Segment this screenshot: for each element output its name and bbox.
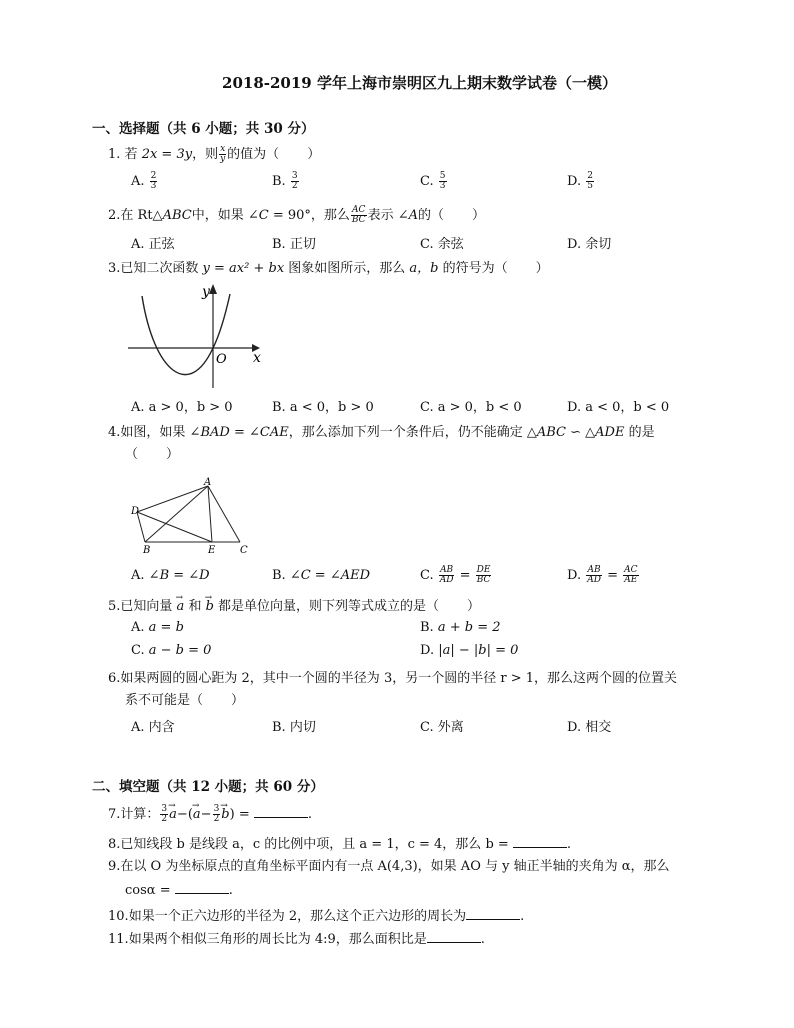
option-d[interactable]: D. $\frac{AB}{AD}$ = $\frac{AC}{AE}$ [567, 565, 638, 585]
answer-blank[interactable] [466, 906, 520, 920]
option-c[interactable]: C. $\frac{5}{3}$ [420, 171, 446, 191]
x-label: x [253, 350, 261, 366]
option-d[interactable]: D. 余切 [567, 237, 612, 252]
question-1: 1. 若 2x = 3y，则 $\frac{x}{y}$ 的值为（ ） [108, 144, 321, 164]
question-7: 7.计算： $\frac{3}{2}$ → a−(→ a− $\frac{3}{2}$ → b) = . [108, 804, 312, 825]
option-c[interactable]: C. a > 0，b < 0 [420, 400, 522, 415]
point-d-label: D [131, 506, 140, 517]
fraction: $\frac{x}{y}$ [220, 144, 226, 164]
question-2: 2.在 Rt△ABC中，如果 ∠C = 90°，那么 $\frac{AC}{BC}$ 表示 ∠A的（ ） [108, 205, 486, 225]
option-a[interactable]: A. 内含 [131, 720, 175, 735]
option-b[interactable]: B. a < 0，b > 0 [272, 400, 374, 415]
option-a[interactable]: A. a > 0，b > 0 [131, 400, 233, 415]
fraction: $\frac{3}{2}$ [213, 804, 220, 824]
option-a[interactable]: A. 正弦 [131, 237, 175, 252]
question-6-line2: 系不可能是（ ） [125, 693, 245, 708]
segment-ad [137, 486, 208, 512]
question-3: 3.已知二次函数 y = ax² + bx 图象如图所示，那么 a，b 的符号为（ ） [108, 261, 549, 276]
question-4-line2: （ ） [125, 447, 180, 462]
option-d[interactable]: D. $\frac{2}{5}$ [567, 171, 593, 191]
question-10: 10.如果一个正六边形的半径为 2，那么这个正六边形的周长为 . [108, 906, 524, 927]
option-d[interactable]: D. |a| − |b| = 0 [420, 643, 519, 658]
question-text: ，则 [192, 147, 219, 162]
parabola-graph [124, 282, 264, 392]
option-d[interactable]: D. 相交 [567, 720, 612, 735]
option-c[interactable]: C. 外离 [420, 720, 464, 735]
fraction: $\frac{AC}{BC}$ [351, 205, 366, 225]
question-text: 若 [124, 147, 142, 162]
y-axis-arrow [209, 284, 217, 294]
point-b-label: B [143, 545, 151, 556]
y-label: y [202, 284, 210, 300]
option-b[interactable]: B. a + b = 2 [420, 620, 501, 635]
point-c-label: C [240, 545, 248, 556]
segment-de [137, 512, 212, 542]
origin-label: O [216, 352, 227, 367]
option-a[interactable]: A. $\frac{2}{3}$ [131, 171, 157, 191]
answer-blank[interactable] [254, 804, 308, 818]
option-c[interactable]: C. a − b = 0 [131, 643, 212, 658]
section-heading-fill-blank: 二、填空题（共 12 小题；共 60 分） [92, 779, 324, 795]
segment-ab [145, 486, 208, 542]
question-4: 4.如图，如果 ∠BAD = ∠CAE，那么添加下列一个条件后，仍不能确定 △ABC ∽ △ADE 的是 [108, 425, 655, 440]
page-title: 2018-2019 学年上海市崇明区九上期末数学试卷（一模） [222, 74, 617, 92]
option-b[interactable]: B. ∠C = ∠AED [272, 568, 371, 583]
question-5: 5.已知向量 → a 和 → b 都是单位向量，则下列等式成立的是（ ） [108, 597, 480, 617]
fraction: $\frac{3}{2}$ [161, 804, 168, 824]
option-b[interactable]: B. $\frac{3}{2}$ [272, 171, 298, 191]
section-heading-multiple-choice: 一、选择题（共 6 小题；共 30 分） [92, 121, 315, 137]
question-8: 8.已知线段 b 是线段 a，c 的比例中项，且 a = 1，c = 4，那么 b = . [108, 834, 571, 855]
question-9-line2: cosα = . [125, 880, 233, 901]
point-a-label: A [204, 477, 212, 488]
question-9: 9.在以 O 为坐标原点的直角坐标平面内有一点 A(4,3)，如果 AO 与 y 轴正半轴的夹角为 α，那么 [108, 859, 670, 874]
question-text: 的值为（ [227, 147, 280, 162]
option-d[interactable]: D. a < 0，b < 0 [567, 400, 670, 415]
equation: 2x = 3y [141, 147, 193, 162]
point-e-label: E [208, 545, 216, 556]
answer-blank[interactable] [175, 880, 229, 894]
segment-ae [208, 486, 212, 542]
answer-blank[interactable] [513, 834, 567, 848]
option-b[interactable]: B. 内切 [272, 720, 316, 735]
option-c[interactable]: C. 余弦 [420, 237, 464, 252]
answer-blank[interactable] [427, 929, 481, 943]
option-b[interactable]: B. 正切 [272, 237, 316, 252]
option-c[interactable]: C. $\frac{AB}{AD}$ = $\frac{DE}{BC}$ [420, 565, 491, 585]
segment-ac [208, 486, 240, 542]
option-a[interactable]: A. ∠B = ∠D [131, 568, 210, 583]
triangle-figure [124, 476, 254, 556]
question-11: 11.如果两个相似三角形的周长比为 4:9，那么面积比是 . [108, 929, 485, 950]
option-a[interactable]: A. a = b [131, 620, 184, 635]
question-number: 1. [108, 147, 121, 162]
question-6: 6.如果两圆的圆心距为 2，其中一个圆的半径为 3，另一个圆的半径 r > 1，那么这两个圆的位置关 [108, 671, 677, 686]
